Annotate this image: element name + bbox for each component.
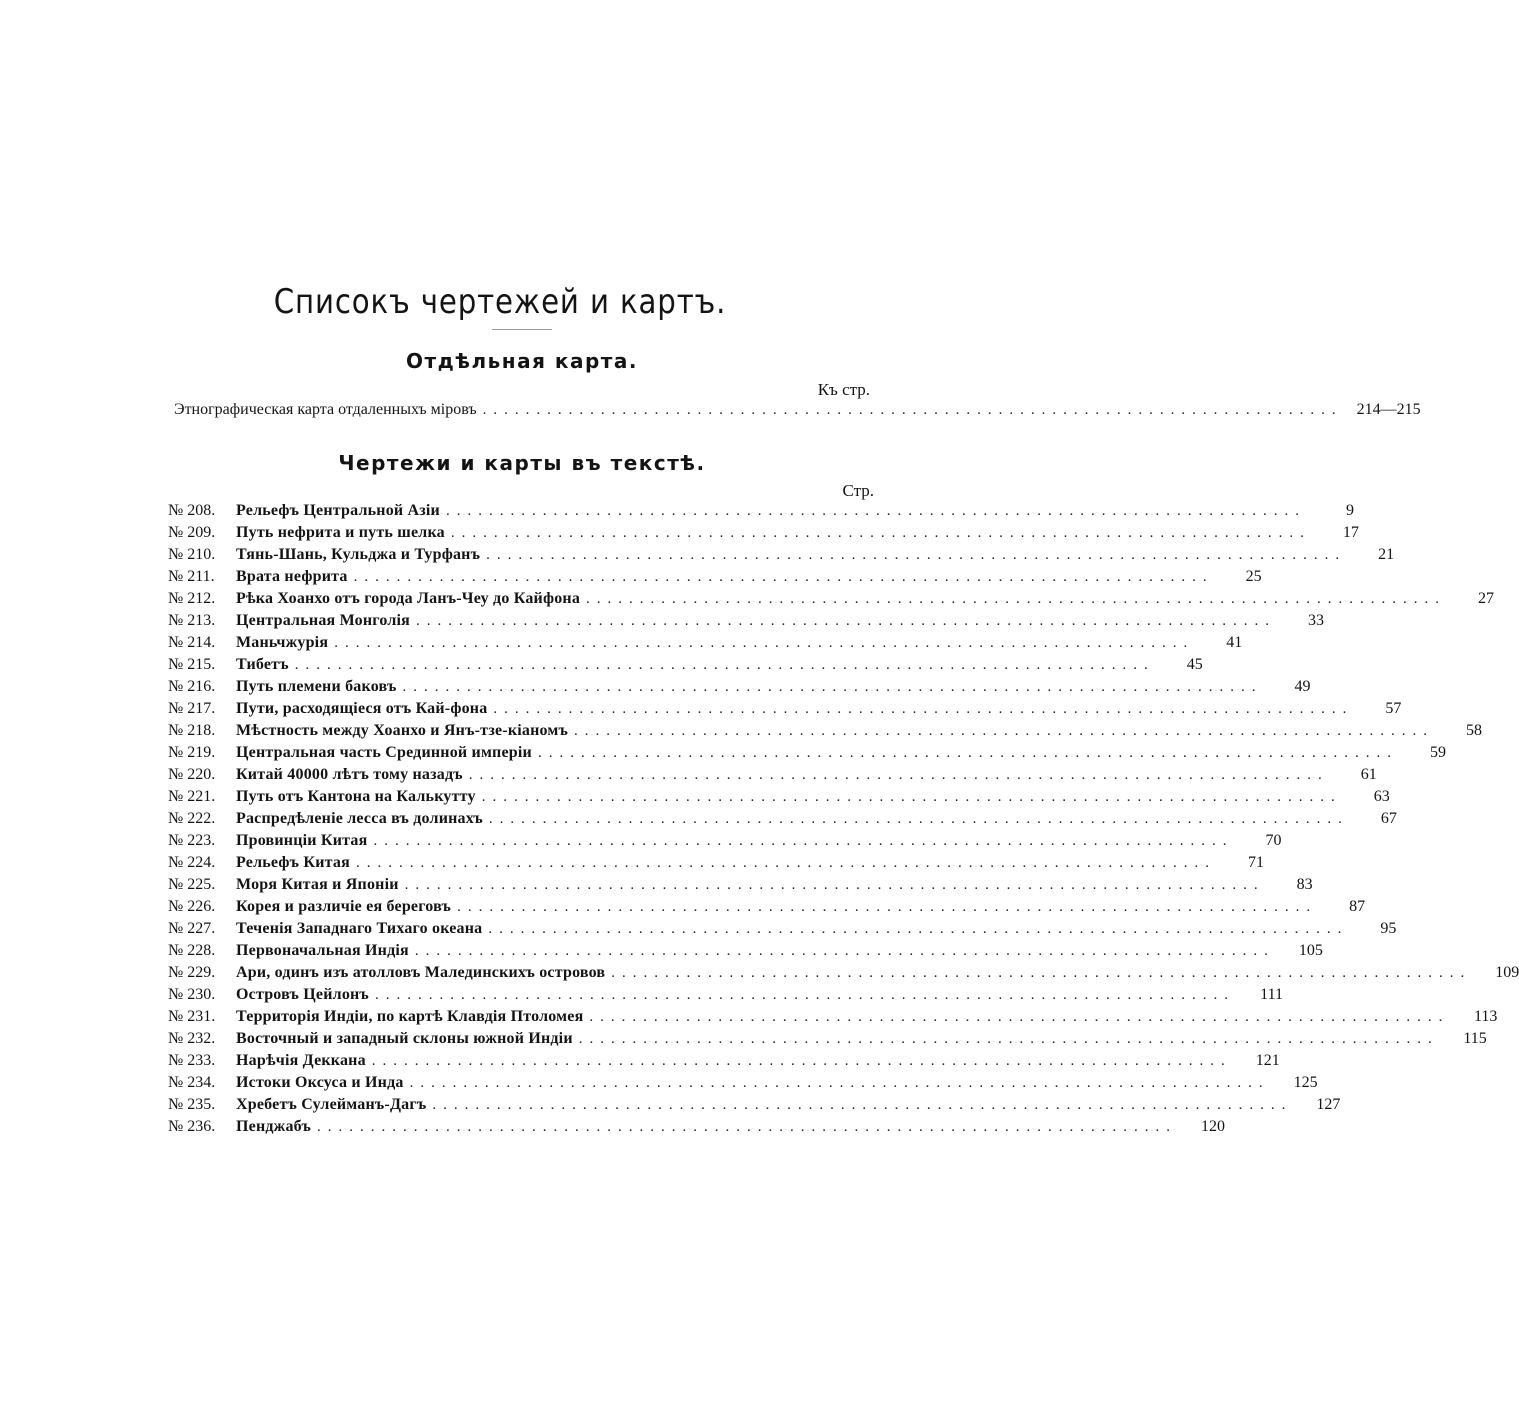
figure-page-number: 61 <box>1360 766 1377 783</box>
figure-number: № 214. <box>168 634 216 651</box>
dot-leader: ................................................................................ <box>402 679 1263 695</box>
figure-entry-row <box>168 876 1313 898</box>
dot-leader: ................................................................................ <box>486 547 1347 563</box>
figure-number: № 228. <box>168 942 216 959</box>
dot-leader: ................................................................................ <box>493 701 1354 717</box>
figure-number: № 215. <box>168 656 216 673</box>
figure-entry-row <box>168 502 1354 524</box>
figure-page-number: 25 <box>1245 568 1262 585</box>
map-entry-row <box>174 401 1421 423</box>
figure-title: Мѣстность между Хоанхо и Янъ-тзе-кіаномъ <box>236 722 569 739</box>
figure-entry-row <box>168 568 1262 590</box>
dot-leader: ................................................................................ <box>414 943 1275 959</box>
figure-number: № 236. <box>168 1118 216 1135</box>
figure-entry-row <box>168 590 1495 612</box>
figure-title: Распредѣленіе лесса въ долинахъ <box>236 810 483 827</box>
figure-entry-row <box>168 898 1366 920</box>
figure-entry-row <box>168 810 1397 832</box>
figure-title: Территорія Индіи, по картѣ Клавдія Птоломея <box>236 1008 584 1025</box>
dot-leader: ................................................................................ <box>294 657 1155 673</box>
dot-leader: ................................................................................ <box>317 1119 1177 1135</box>
section-heading-separate-map: Отдѣльная карта. <box>406 349 638 373</box>
figure-title: Путь племени баковъ <box>236 678 397 695</box>
figure-page-number: 111 <box>1260 986 1283 1003</box>
figure-page-number: 70 <box>1265 832 1282 849</box>
figure-number: № 229. <box>168 964 216 981</box>
title-divider <box>492 329 552 330</box>
figure-page-number: 45 <box>1186 656 1203 673</box>
dot-leader: ................................................................................ <box>334 635 1195 651</box>
figure-entry-row <box>168 1052 1280 1074</box>
figure-title: Рельефъ Центральной Азіи <box>236 502 440 519</box>
figure-number: № 222. <box>168 810 216 827</box>
figure-title: Тянь-Шань, Кульджа и Турфанъ <box>236 546 481 563</box>
figure-number: № 234. <box>168 1074 216 1091</box>
dot-leader: ................................................................................ <box>374 987 1235 1003</box>
dot-leader: ................................................................................ <box>586 591 1447 607</box>
figure-page-number: 127 <box>1316 1096 1341 1113</box>
figure-title: Первоначальная Индія <box>236 942 409 959</box>
figure-number: № 220. <box>168 766 216 783</box>
figure-title: Восточный и западный склоны южной Индіи <box>236 1030 573 1047</box>
figure-number: № 224. <box>168 854 216 871</box>
figure-title: Провинціи Китая <box>236 832 368 849</box>
figure-title: Рѣка Хоанхо отъ города Ланъ-Чеу до Кайфона <box>236 590 581 607</box>
figure-number: № 225. <box>168 876 216 893</box>
figure-number: № 223. <box>168 832 216 849</box>
figure-entry-row <box>168 1008 1498 1030</box>
figure-entry-row <box>168 854 1264 876</box>
figure-page-number: 71 <box>1247 854 1264 871</box>
figure-title: Пенджабъ <box>236 1118 311 1135</box>
dot-leader: ................................................................................ <box>371 1053 1232 1069</box>
dot-leader: ................................................................................ <box>445 503 1306 519</box>
figure-page-number: 113 <box>1474 1008 1498 1025</box>
figure-entry-row <box>168 1074 1318 1096</box>
figure-title: Островъ Цейлонъ <box>236 986 369 1003</box>
figure-title: Истоки Оксуса и Инда <box>236 1074 404 1091</box>
figure-page-number: 41 <box>1226 634 1243 651</box>
figure-page-number: 63 <box>1373 788 1390 805</box>
figure-entry-row <box>168 524 1359 546</box>
figure-number: № 226. <box>168 898 216 915</box>
column-header-page: Стр. <box>842 481 874 500</box>
figure-number: № 233. <box>168 1052 216 1069</box>
figure-title: Путь нефрита и путь шелка <box>236 524 445 541</box>
dot-leader: ................................................................................ <box>404 877 1265 893</box>
figure-page-number: 49 <box>1294 678 1311 695</box>
page-title: Списокъ чертежей и картъ. <box>273 282 727 322</box>
figure-page-number: 57 <box>1385 700 1402 717</box>
figure-title: Корея и различіе ея береговъ <box>236 898 452 915</box>
figure-entry-row <box>168 1118 1225 1140</box>
figure-entry-row <box>168 766 1377 788</box>
figure-title: Моря Китая и Японіи <box>236 876 399 893</box>
figure-entry-row <box>168 1030 1487 1052</box>
figure-number: № 212. <box>168 590 216 607</box>
figure-entry-row <box>168 832 1282 854</box>
figure-number: № 209. <box>168 524 216 541</box>
figure-page-number: 121 <box>1255 1052 1280 1069</box>
dot-leader: ................................................................................ <box>589 1009 1450 1025</box>
figure-title: Пути, расходящіеся отъ Кай-фона <box>236 700 488 717</box>
dot-leader: ................................................................................ <box>373 833 1234 849</box>
figure-title: Ари, одинъ изъ атолловъ Малединскихъ островов <box>236 964 606 981</box>
figure-title: Хребетъ Сулейманъ-Дагъ <box>236 1096 427 1113</box>
figure-page-number: 95 <box>1380 920 1397 937</box>
figure-title: Путь отъ Кантона на Калькутту <box>236 788 476 805</box>
figure-number: № 231. <box>168 1008 216 1025</box>
figure-number: № 217. <box>168 700 216 717</box>
figure-title: Тибетъ <box>236 656 289 673</box>
figure-page-number: 17 <box>1342 524 1359 541</box>
dot-leader: ................................................................................ <box>537 745 1398 761</box>
figure-entry-row <box>168 546 1395 568</box>
figure-page-number: 67 <box>1380 810 1397 827</box>
figure-title: Рельефъ Китая <box>236 854 350 871</box>
figure-entry-row <box>168 700 1402 722</box>
dot-leader: ................................................................................ <box>353 569 1214 585</box>
figure-entry-row <box>168 612 1325 634</box>
figure-entry-row <box>168 744 1446 766</box>
figure-number: № 232. <box>168 1030 216 1047</box>
figure-number: № 210. <box>168 546 216 563</box>
figure-page-number: 109 <box>1495 964 1519 981</box>
section-heading-in-text: Чертежи и карты въ текстѣ. <box>338 451 706 475</box>
dot-leader: ................................................................................ <box>574 723 1435 739</box>
figure-title: Центральная Монголія <box>236 612 411 629</box>
dot-leader: ................................................................................ <box>611 965 1472 981</box>
figure-list <box>168 502 1519 1140</box>
figure-page-number: 27 <box>1478 590 1495 607</box>
figure-number: № 230. <box>168 986 216 1003</box>
figure-page-number: 120 <box>1201 1118 1225 1135</box>
figure-page-number: 125 <box>1293 1074 1318 1091</box>
dot-leader: ................................................................................ <box>457 899 1318 915</box>
figure-title: Теченія Западнаго Тихаго океана <box>236 920 483 937</box>
dot-leader: ................................................................................ <box>355 855 1216 871</box>
dot-leader: ................................................................................ <box>432 1097 1293 1113</box>
map-entry-title: Этнографическая карта отдаленныхъ міровъ <box>174 401 477 418</box>
figure-page-number: 83 <box>1296 876 1313 893</box>
dot-leader: ................................................................................ <box>488 811 1349 827</box>
figure-entry-row <box>168 656 1203 678</box>
map-entry-page: 214—215 <box>1356 401 1421 418</box>
figure-number: № 208. <box>168 502 216 519</box>
figure-entry-row <box>168 964 1519 986</box>
dot-leader: ................................................................................ <box>468 767 1329 783</box>
figure-number: № 227. <box>168 920 216 937</box>
figure-page-number: 21 <box>1378 546 1395 563</box>
figure-page-number: 105 <box>1298 942 1323 959</box>
figure-number: № 235. <box>168 1096 216 1113</box>
figure-entry-row <box>168 920 1397 942</box>
figure-number: № 211. <box>168 568 215 585</box>
dot-leader: ................................................................................ <box>488 921 1349 937</box>
figure-entry-row <box>168 942 1323 964</box>
figure-page-number: 58 <box>1466 722 1483 739</box>
dot-leader: ................................................................................ <box>481 789 1342 805</box>
figure-title: Китай 40000 лѣтъ тому назадъ <box>236 766 463 783</box>
figure-entry-row <box>168 1096 1341 1118</box>
figure-page-number: 115 <box>1463 1030 1487 1047</box>
figure-entry-row <box>168 788 1390 810</box>
figure-number: № 213. <box>168 612 216 629</box>
figure-entry-row <box>168 678 1311 700</box>
column-header-to-page: Къ стр. <box>817 380 870 399</box>
figure-number: № 216. <box>168 678 216 695</box>
figure-number: № 218. <box>168 722 216 739</box>
figure-number: № 221. <box>168 788 216 805</box>
figure-page-number: 9 <box>1345 502 1354 519</box>
figure-entry-row <box>168 986 1283 1008</box>
figure-title: Маньчжурія <box>236 634 329 651</box>
figure-page-number: 33 <box>1308 612 1325 629</box>
figure-title: Нарѣчія Деккана <box>236 1052 366 1069</box>
figure-number: № 219. <box>168 744 216 761</box>
figure-entry-row <box>168 722 1483 744</box>
figure-entry-row <box>168 634 1243 656</box>
dot-leader: ................................................................................ <box>450 525 1311 541</box>
figure-title: Врата нефрита <box>236 568 348 585</box>
dot-leader: ................................................................................ <box>578 1031 1439 1047</box>
figure-page-number: 59 <box>1429 744 1446 761</box>
figure-title: Центральная часть Срединной имперіи <box>236 744 532 761</box>
dot-leader: ................................................................................ <box>409 1075 1270 1091</box>
dot-leader: ................................................................................ <box>416 613 1277 629</box>
figure-page-number: 87 <box>1349 898 1366 915</box>
dot-leader: ................................................................................ <box>482 402 1343 418</box>
